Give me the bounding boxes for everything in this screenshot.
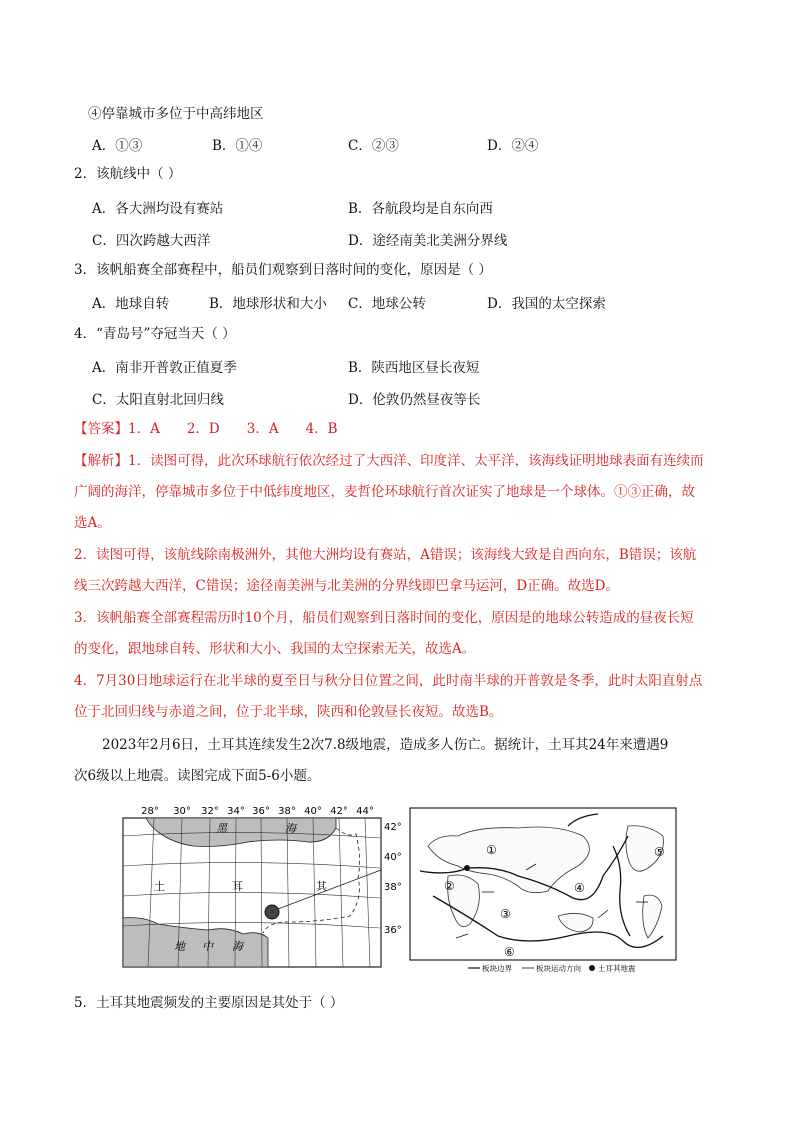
answer-key: 【答案】1．A 2．D 3．A 4．B: [74, 421, 338, 437]
q1-item4: ④停靠城市多位于中高纬地区: [88, 106, 264, 122]
lon-label: 40°: [304, 806, 322, 817]
q4-stem: 4．“青岛号”夺冠当天（ ）: [74, 326, 236, 342]
q2-option-c[interactable]: C．四次跨越大西洋: [92, 233, 211, 249]
intro-line-1: 2023年2月6日，土耳其连续发生2次7.8级地震，造成多人伤亡。据统计，土耳其24年来遭遇9: [102, 737, 669, 753]
q1-option-d[interactable]: D．②④: [487, 138, 539, 154]
analysis-line-9: 位于北回归线与赤道之间，位于北半球，陕西和伦敦昼长夜短。故选B。: [74, 704, 503, 720]
country-label: 土: [154, 880, 165, 893]
country-label: 耳: [232, 880, 243, 893]
lon-label: 28°: [141, 806, 159, 817]
q3-option-d[interactable]: D．我国的太空探索: [487, 296, 606, 312]
intro-line-2: 次6级以上地震。读图完成下面5-6小题。: [74, 768, 321, 784]
lat-label: 36°: [384, 925, 402, 936]
legend-boundary: 板块边界: [482, 964, 512, 973]
legend-direction: 板块运动方向: [536, 964, 581, 973]
lon-label: 32°: [201, 806, 219, 817]
world-plates-map: [408, 806, 680, 974]
lon-label: 30°: [173, 806, 191, 817]
black-sea-label: 黑: [216, 822, 227, 835]
plate-label: ④: [574, 881, 585, 895]
q3-stem: 3．该帆船赛全部赛程中，船员们观察到日落时间的变化，原因是（ ）: [74, 262, 492, 278]
analysis-line-1: 【解析】1．读图可得，此次环球航行依次经过了大西洋、印度洋、太平洋，该海线证明地球表面有连续而: [74, 453, 704, 469]
med-sea-label: 地: [174, 940, 185, 953]
lon-label: 38°: [278, 806, 296, 817]
q2-option-a[interactable]: A．各大洲均设有赛站: [92, 201, 224, 217]
q1-option-b[interactable]: B．①④: [212, 138, 263, 154]
q4-option-a[interactable]: A．南非开普敦正值夏季: [92, 360, 237, 376]
q3-option-a[interactable]: A．地球自转: [92, 296, 170, 312]
analysis-line-6: 3．该帆船赛全部赛程需历时10个月，船员们观察到日落时间的变化，原因是的地球公转造成的昼夜长短: [74, 610, 694, 626]
black-sea-label: 海: [285, 822, 296, 835]
analysis-line-4: 2．读图可得，该航线除南极洲外，其他大洲均设有赛站，A错误；该海线大致是自西向东，B错误；该航: [74, 547, 697, 563]
turkey-map: [118, 798, 402, 970]
plate-label: ⑥: [504, 945, 515, 959]
q4-option-b[interactable]: B．陕西地区昼长夜短: [348, 360, 480, 376]
q4-option-d[interactable]: D．伦敦仍然昼夜等长: [348, 392, 481, 408]
lon-label: 44°: [356, 806, 374, 817]
q4-option-c[interactable]: C．太阳直射北回归线: [92, 392, 224, 408]
q3-option-c[interactable]: C．地球公转: [348, 296, 426, 312]
plate-label: ⑤: [654, 845, 665, 859]
lon-label: 36°: [252, 806, 270, 817]
plate-label: ③: [500, 907, 511, 921]
q5-stem: 5．土耳其地震频发的主要原因是其处于（ ）: [74, 995, 344, 1011]
q2-stem: 2．该航线中（ ）: [74, 166, 182, 182]
analysis-line-7: 的变化，跟地球自转、形状和大小、我国的太空探索无关，故选A。: [74, 641, 476, 657]
analysis-line-3: 选A。: [74, 515, 111, 531]
q2-option-d[interactable]: D．途经南美北美洲分界线: [348, 233, 508, 249]
country-label: 其: [316, 880, 327, 893]
lat-label: 38°: [384, 882, 402, 893]
med-sea-label: 中: [202, 940, 213, 953]
analysis-line-5: 线三次跨越大西洋，C错误；途径南美洲与北美洲的分界线即巴拿马运河，D正确。故选D。: [74, 578, 619, 594]
q3-option-b[interactable]: B．地球形状和大小: [209, 296, 327, 312]
q1-option-a[interactable]: A．①③: [92, 138, 143, 154]
lon-label: 42°: [330, 806, 348, 817]
lat-label: 42°: [384, 822, 402, 833]
plate-label: ①: [486, 843, 497, 857]
analysis-line-2: 广阔的海洋，停靠城市多位于中低纬度地区，麦哲伦环球航行首次证实了地球是一个球体。①③正确，故: [74, 484, 695, 500]
legend-earthquake: 土耳其地震: [598, 964, 636, 973]
lon-label: 34°: [227, 806, 245, 817]
lat-label: 40°: [384, 852, 402, 863]
analysis-line-8: 4．7月30日地球运行在北半球的夏至日与秋分日位置之间，此时南半球的开普敦是冬季，此时太阳直射点: [74, 673, 703, 689]
q2-option-b[interactable]: B．各航段均是自东向西: [348, 201, 493, 217]
q1-option-c[interactable]: C．②③: [348, 138, 399, 154]
plate-label: ②: [444, 879, 455, 893]
med-sea-label: 海: [232, 940, 243, 953]
